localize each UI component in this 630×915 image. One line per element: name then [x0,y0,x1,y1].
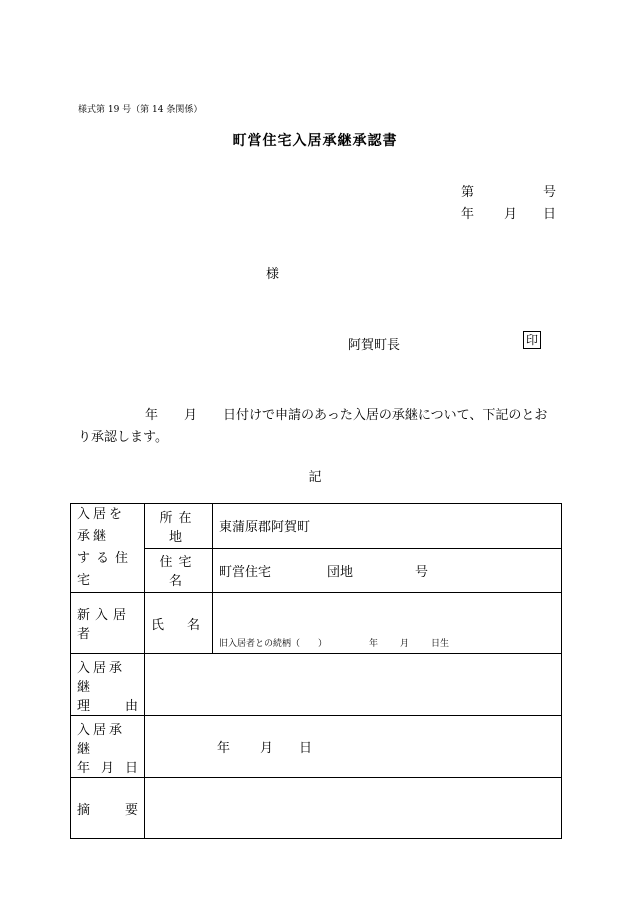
succession-date-label-top: 入居承継 [77,723,126,757]
body-year: 年 [145,408,159,423]
ki-heading: 記 [308,470,322,485]
house-name-value [213,548,562,593]
addressee-sama: 様 [266,267,280,282]
reason-label [71,654,145,716]
reason-value [145,654,562,716]
new-resident-label: 新入居者 [71,593,145,654]
name-label-1: 氏 [151,617,165,633]
house-go: 号 [415,564,429,580]
summary-value [145,778,562,839]
document-title: 町営住宅入居承継承認書 [232,133,398,149]
reason-label-top: 入居承継 [77,661,126,695]
succession-year: 年 [217,741,231,756]
location-label: 所在地 [145,504,213,549]
form-number: 様式第 19 号（第 14 条関係） [78,105,203,115]
date-year: 年 [461,207,475,222]
date-month: 月 [504,207,518,222]
succession-month: 月 [260,741,274,756]
summary-label-2: 要 [124,802,138,818]
succession-date-label-month: 月 [100,761,114,776]
name-value [213,593,562,654]
housing-section-label [71,504,145,593]
issuer-mayor: 阿賀町長 [348,338,401,353]
birth-year: 年 [369,639,379,649]
house-name-label: 住宅名 [145,548,213,593]
body-text: 日付けで申請のあった入居の承継について、下記のとおり承認します。 [78,408,548,445]
reason-label-2: 由 [124,699,138,714]
body-month: 月 [184,408,198,423]
housing-label-line2: する住宅 [77,551,135,588]
number-go: 号 [543,185,557,200]
reason-label-1: 理 [77,699,91,714]
housing-label-line1: 入居を承継 [77,507,126,544]
succession-date-label-year: 年 [77,761,91,776]
name-label [145,593,213,654]
summary-label [71,778,145,839]
succession-date-value [145,716,562,778]
seal-stamp: 印 [523,331,541,349]
approval-body-text [78,405,560,449]
succession-date-label-day: 日 [124,761,138,776]
succession-table [70,503,562,839]
birth-day: 日生 [431,639,450,649]
succession-day: 日 [299,741,313,756]
date-day: 日 [543,207,557,222]
house-danchi: 団地 [327,564,354,580]
number-dai: 第 [461,185,475,200]
summary-label-1: 摘 [77,802,91,818]
house-prefix: 町営住宅 [219,564,272,580]
name-label-2: 名 [186,617,200,633]
relation-text: 旧入居者との続柄（ ） [219,639,328,649]
location-value: 東蒲原郡阿賀町 [213,504,562,549]
birth-month: 月 [400,639,410,649]
succession-date-label [71,716,145,778]
